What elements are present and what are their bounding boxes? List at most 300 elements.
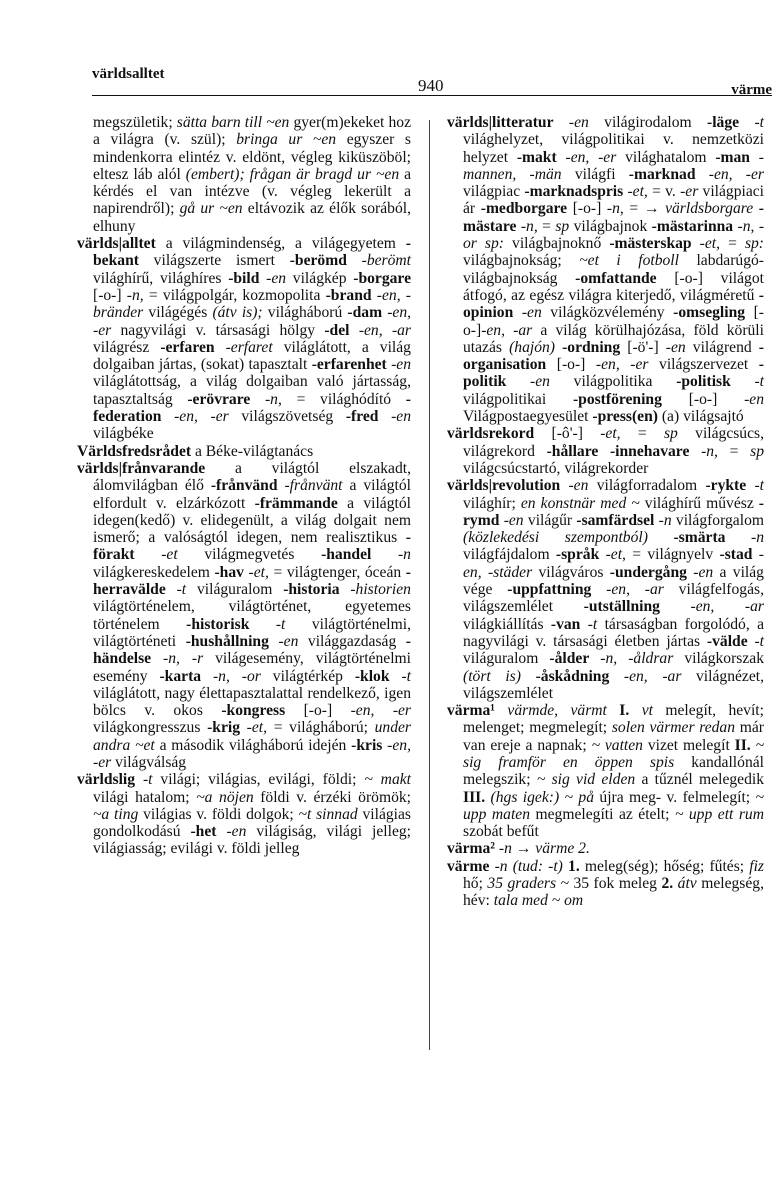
entry-text: világlátott, nagy élettapasztalattal rendelkező, igen bölcs v. okos bbox=[93, 684, 411, 720]
right-guide-word: värme bbox=[731, 82, 772, 98]
entry-headword: värma² bbox=[447, 840, 495, 858]
entry-headword: -hållare bbox=[546, 442, 599, 460]
entry-italic-text: ~ upp ett rum bbox=[674, 805, 764, 823]
entry-text: világi hatalom; bbox=[93, 788, 197, 806]
entry-headword: -handel bbox=[321, 546, 372, 564]
entry-text: világűr bbox=[523, 511, 577, 529]
entry-headword: -marknad bbox=[628, 165, 696, 183]
entry-headword: -borgare bbox=[353, 269, 411, 287]
entry-headword: -erfaren bbox=[160, 338, 215, 356]
entry-italic-text: -en, -er bbox=[93, 736, 411, 771]
entry-headword: -postförening bbox=[572, 390, 662, 408]
entry-text: világpolitikai bbox=[463, 390, 573, 408]
entry-headword: -van bbox=[550, 615, 581, 633]
entry-italic-text: (hajón) bbox=[509, 338, 555, 356]
entry-italic-text: -et, bbox=[600, 425, 621, 443]
entry-text: = világpolgár, kozmopolita bbox=[143, 286, 326, 304]
entry-italic-text: -en bbox=[503, 511, 524, 529]
entry-text: világnézet, világszemlélet bbox=[463, 667, 764, 702]
entry-text bbox=[648, 529, 674, 546]
entry-text: [-o-] bbox=[567, 200, 607, 218]
dictionary-entry bbox=[77, 771, 411, 857]
entry-italic-text: vt bbox=[641, 702, 653, 720]
entry-italic-text: -n (tud: -t) bbox=[494, 857, 563, 875]
entry-text: eltávozik az élők sorából, elhuny bbox=[93, 200, 411, 235]
entry-headword: -innehavare bbox=[609, 442, 690, 460]
entry-headword: -erövrare bbox=[187, 390, 251, 408]
entry-text: a világtól elszakadt, álomvilágban élő bbox=[93, 459, 411, 495]
entry-italic-text: solen värmer redan bbox=[611, 719, 736, 737]
entry-italic-text: sätta barn till ~en bbox=[176, 114, 290, 131]
entry-text: a világmindenség, a világegyetem bbox=[155, 235, 406, 253]
entry-italic-text: -en, -bränder bbox=[93, 286, 412, 322]
entry-text: világkorszak bbox=[673, 650, 764, 668]
entry-headword: -bild bbox=[228, 269, 260, 287]
entry-italic-text: -en bbox=[391, 356, 411, 374]
entry-text: világcsúcstartó, világrekorder bbox=[463, 459, 649, 477]
entry-headword: -bekant bbox=[93, 235, 411, 270]
entry-text bbox=[521, 668, 536, 685]
entry-text bbox=[607, 702, 619, 719]
entry-italic-text: ~a nöjen bbox=[196, 788, 254, 806]
entry-text bbox=[725, 529, 751, 546]
entry-headword: världsrekord bbox=[447, 425, 535, 443]
entry-italic-text: -n, -r bbox=[163, 650, 204, 668]
dictionary-entry bbox=[447, 114, 764, 425]
entry-headword: -federation bbox=[93, 390, 411, 426]
entry-headword: världs|revolution bbox=[447, 477, 561, 495]
entry-text: 35 fok meleg bbox=[568, 875, 662, 893]
entry-text bbox=[371, 546, 398, 563]
entry-text bbox=[161, 408, 174, 425]
entry-italic-text: -n, bbox=[126, 286, 144, 304]
entry-text: világfelfogás, világszemlélet bbox=[463, 581, 764, 616]
entry-text: világrend bbox=[685, 338, 759, 356]
entry-italic-text: -t bbox=[401, 667, 411, 685]
entry-text: melegít, hevít; melenget; megmelegít; bbox=[463, 702, 764, 737]
page-header bbox=[0, 66, 784, 96]
entry-headword: -herravälde bbox=[93, 563, 411, 599]
left-guide-word: världsalltet bbox=[92, 66, 165, 82]
left-column bbox=[77, 114, 411, 858]
entry-text: melegség, hév: bbox=[463, 875, 764, 910]
entry-text bbox=[513, 304, 522, 321]
entry-text bbox=[249, 616, 275, 633]
entry-text: világgazdaság bbox=[298, 632, 406, 650]
entry-italic-text: värme 2. bbox=[535, 840, 590, 858]
entry-text: a kérdés el van intézve (v. végleg lekerült a napirendről); bbox=[93, 165, 411, 218]
entry-italic-text: -t bbox=[176, 581, 187, 599]
entry-text bbox=[692, 235, 700, 252]
entry-headword: II. bbox=[734, 736, 751, 754]
entry-text: világválság bbox=[111, 753, 187, 771]
entry-text: = bbox=[537, 217, 556, 235]
entry-text bbox=[689, 443, 701, 460]
entry-text: egyszer s mindenkorra elintéz v. eldönt, végleg kiküszöböl; eltesz láb alól bbox=[93, 131, 412, 183]
entry-text: világszerte ismert bbox=[138, 252, 290, 270]
entry-italic-text: sp bbox=[663, 425, 678, 443]
entry-text: világfájdalom bbox=[463, 546, 556, 564]
entry-italic-text: -en, -ar bbox=[690, 598, 764, 616]
entry-text: nagyvilági v. társasági hölgy bbox=[111, 321, 325, 339]
entry-text: a világ vége bbox=[463, 563, 764, 599]
entry-text: [-o-] bbox=[285, 702, 351, 720]
entry-text bbox=[166, 581, 177, 598]
dictionary-entry bbox=[447, 425, 764, 477]
entry-italic-text: fiz bbox=[749, 857, 764, 875]
entry-italic-text: -n bbox=[498, 840, 512, 858]
entry-italic-text: -en bbox=[568, 114, 589, 131]
entry-headword: -förakt bbox=[93, 529, 411, 564]
entry-headword: -undergång bbox=[609, 563, 687, 581]
entry-text bbox=[250, 391, 265, 408]
entry-italic-text: ~ upp maten bbox=[463, 788, 764, 823]
entry-headword: -mästare bbox=[463, 200, 764, 235]
entry-text: világbéke bbox=[93, 425, 154, 443]
entry-text bbox=[557, 149, 566, 166]
entry-headword: 2. bbox=[661, 875, 674, 893]
entry-text: társaságban forgolódó, a nagyvilági v. társasági életben jártas bbox=[463, 615, 764, 650]
entry-text bbox=[390, 668, 402, 685]
entry-headword: -makt bbox=[516, 148, 557, 166]
entry-headword: -opinion bbox=[463, 286, 764, 322]
entry-text: vizet melegít bbox=[642, 736, 735, 754]
entry-text: világszervezet bbox=[648, 356, 759, 374]
entry-text bbox=[696, 166, 709, 183]
entry-italic-text: -n, bbox=[520, 217, 538, 235]
entry-headword: -omfattande bbox=[575, 269, 657, 287]
entry-text bbox=[506, 373, 530, 390]
entry-italic-text: -n, bbox=[701, 442, 718, 460]
entry-text: szobát befűt bbox=[463, 823, 539, 841]
entry-italic-text: -en, -er bbox=[708, 165, 764, 183]
entry-italic-text: 35 graders ~ bbox=[487, 875, 569, 893]
entry-italic-text: -n, bbox=[606, 200, 624, 218]
entry-text: világpolitika bbox=[549, 373, 677, 391]
entry-text: világiság, világi jelleg; világiasság; evilági v. földi jelleg bbox=[93, 823, 411, 858]
page-number: 940 bbox=[418, 76, 444, 95]
entry-headword: världs|alltet bbox=[77, 235, 156, 253]
entry-italic-text: -en, -ar bbox=[481, 321, 533, 339]
entry-text bbox=[135, 771, 143, 788]
entry-text: világváros bbox=[532, 563, 610, 581]
entry-italic-text: -t bbox=[142, 771, 153, 789]
entry-text: = v. bbox=[647, 183, 681, 201]
entry-headword: -ordning bbox=[562, 338, 621, 356]
entry-italic-text: ~ vatten bbox=[591, 736, 643, 754]
entry-headword: III. bbox=[463, 788, 486, 806]
entry-italic-text: en konstnär med ~ bbox=[520, 494, 640, 512]
entry-headword: -hushållning bbox=[185, 632, 269, 650]
entry-text: = világhódító bbox=[281, 390, 406, 408]
entry-text: világtörténelem, világtörténet, egyetemes történelem bbox=[93, 598, 411, 633]
entry-italic-text: -n, -åldrar bbox=[600, 650, 674, 668]
entry-text: világtérkép bbox=[260, 667, 355, 685]
entry-headword: världs|litteratur bbox=[447, 114, 554, 131]
entry-headword: -åskådning bbox=[535, 667, 610, 685]
entry-italic-text: ~ sig framför en öppen spis bbox=[463, 736, 764, 771]
dictionary-entry bbox=[77, 235, 411, 443]
entry-headword: -rymd bbox=[463, 494, 764, 529]
entry-italic-text: -et, bbox=[246, 719, 268, 737]
entry-text: világtörténelmi, világtörténeti bbox=[93, 615, 411, 650]
entry-text bbox=[591, 581, 606, 598]
entry-text bbox=[739, 114, 754, 131]
entry-italic-text: tala med ~ om bbox=[493, 892, 584, 910]
entry-headword: värma¹ bbox=[447, 702, 495, 720]
entry-headword: -rykte bbox=[705, 477, 747, 495]
entry-text: [-o-] bbox=[546, 356, 596, 374]
entry-italic-text: -en bbox=[744, 390, 764, 408]
entry-headword: Världsfredsrådet bbox=[77, 442, 192, 460]
entry-headword: -press(en) bbox=[592, 408, 658, 426]
entry-text: világkép bbox=[286, 269, 354, 287]
entry-headword: -berömd bbox=[289, 252, 347, 270]
entry-text: világkiállítás bbox=[463, 615, 551, 633]
entry-headword: -del bbox=[324, 321, 350, 339]
entry-text: világhelyzet, világpolitikai v. nemzetközi helyzet bbox=[463, 131, 764, 166]
entry-text: földi v. érzéki örömök; bbox=[253, 788, 412, 806]
entry-text: = világháború; bbox=[267, 719, 375, 737]
entry-text: világforradalom bbox=[588, 477, 706, 495]
entry-italic-text: -en, -er bbox=[350, 702, 412, 720]
entry-text: = bbox=[620, 425, 664, 443]
entry-italic-text: -frånvänt bbox=[284, 477, 343, 495]
entry-headword: -historia bbox=[283, 581, 340, 599]
entry-text: labdarúgó-világbajnokság bbox=[463, 252, 765, 287]
entry-text bbox=[731, 373, 755, 390]
entry-headword: -främmande bbox=[254, 494, 338, 512]
entry-italic-text: -historien bbox=[350, 581, 411, 599]
entry-text bbox=[215, 339, 226, 356]
entry-headword: -läge bbox=[707, 114, 740, 131]
entry-text: világias v. földi dolgok; bbox=[138, 805, 299, 823]
entry-italic-text: -t bbox=[587, 615, 598, 633]
entry-italic-text: sp bbox=[750, 442, 764, 460]
entry-italic-text: (hgs igek:) ~ på bbox=[490, 788, 594, 806]
entry-italic-text: ~a ting bbox=[93, 805, 139, 823]
entry-italic-text: -en bbox=[521, 304, 542, 322]
entry-text: = világnyelv bbox=[625, 546, 720, 564]
entry-italic-text: bringa ur ~en bbox=[236, 131, 337, 149]
entry-headword: värme bbox=[447, 857, 490, 875]
entry-text: = bbox=[720, 235, 745, 253]
entry-text: világbajnoknő bbox=[503, 235, 610, 253]
entry-italic-text: under andra ~et bbox=[93, 719, 412, 754]
entry-text: világháború bbox=[262, 304, 348, 322]
entry-italic-text: -et, bbox=[605, 546, 626, 564]
entry-text bbox=[201, 668, 213, 685]
entry-headword: -het bbox=[190, 823, 217, 841]
entry-headword: -brand bbox=[325, 286, 372, 304]
entry-text: világias gondolkodású bbox=[93, 805, 411, 841]
entry-text: (a) világsajtó bbox=[657, 408, 744, 426]
entry-headword: -ålder bbox=[549, 650, 590, 668]
entry-italic-text: -en bbox=[530, 373, 550, 391]
entry-headword: -dam bbox=[347, 304, 383, 322]
entry-italic-text: -en bbox=[665, 338, 686, 356]
entry-italic-text: -n bbox=[751, 529, 764, 547]
entry-text: = bbox=[717, 442, 751, 460]
entry-italic-text: -en bbox=[568, 477, 589, 495]
entry-text bbox=[580, 616, 587, 633]
entry-italic-text: -en bbox=[278, 632, 299, 650]
entry-italic-text: -n, -or sp: bbox=[463, 217, 765, 253]
entry-headword: -mästerskap bbox=[609, 235, 692, 253]
entry-italic-text: -en bbox=[266, 269, 287, 287]
entry-italic-text: -en, -er bbox=[174, 408, 229, 426]
entry-headword: -mästarinna bbox=[651, 217, 734, 235]
entry-headword: -smärta bbox=[673, 529, 726, 547]
entry-text: meleg(ség); hőség; fűtés; bbox=[579, 857, 750, 875]
entry-text: gyer(m)ekeket hoz a világra (v. szül); bbox=[93, 114, 411, 149]
entry-headword: världs|frånvarande bbox=[77, 459, 206, 477]
entry-text: a világtól idegen(kedő) v. elidegenült, a világ dolgait nem ismerő; a valóságtól idegen, nem realisztikus bbox=[93, 494, 411, 547]
entry-headword: -uppfattning bbox=[507, 581, 592, 599]
entry-text: = → bbox=[623, 200, 666, 218]
entry-headword: -politik bbox=[463, 356, 764, 391]
entry-italic-text: -berömt bbox=[361, 252, 411, 270]
entry-text bbox=[349, 322, 358, 339]
dictionary-entry bbox=[447, 858, 764, 910]
entry-text bbox=[347, 252, 362, 269]
entry-text: világlátottság, a világ dolgaiban való jártasság, tapasztaltság bbox=[93, 373, 411, 408]
entry-text bbox=[629, 702, 641, 719]
entry-text: világkereskedelem bbox=[93, 563, 215, 581]
entry-text: a világ körülhajózása, föld körüli utazás bbox=[463, 321, 764, 356]
entry-italic-text: (tört is) bbox=[463, 667, 521, 685]
entry-headword: -samfärdsel bbox=[576, 511, 655, 529]
entry-text: a tűznél melegedik bbox=[635, 771, 765, 789]
dictionary-entry bbox=[447, 840, 764, 857]
entry-text bbox=[554, 114, 569, 131]
entry-text bbox=[151, 650, 163, 667]
entry-text bbox=[216, 823, 226, 840]
entry-italic-text: -mannen, -män bbox=[463, 148, 764, 183]
entry-text bbox=[240, 719, 247, 736]
entry-italic-text: -en bbox=[226, 823, 247, 841]
entry-italic-text: -en, -ar bbox=[358, 321, 411, 339]
entry-headword: -frånvänd bbox=[210, 477, 278, 495]
entry-text: Világpostaegyesület bbox=[463, 408, 593, 426]
entry-text: kandallónál melegszik; bbox=[463, 753, 764, 789]
entry-italic-text: -erfaret bbox=[225, 338, 273, 356]
header-rule bbox=[92, 95, 772, 96]
right-column bbox=[447, 114, 764, 910]
entry-text: megmelegíti az ételt; bbox=[530, 805, 675, 823]
entry-text: világbajnokság; bbox=[463, 252, 580, 270]
entry-text: világközvélemény bbox=[541, 304, 674, 322]
entry-headword: -medborgare bbox=[480, 200, 568, 218]
entry-text: világbajnok bbox=[569, 217, 652, 235]
entry-italic-text: sp: bbox=[744, 235, 764, 253]
entry-italic-text: -t bbox=[754, 114, 764, 131]
entry-italic-text: -t bbox=[754, 477, 764, 495]
entry-text: hő; bbox=[463, 875, 488, 893]
entry-text: világmegvetés bbox=[177, 546, 322, 564]
entry-italic-text: -en bbox=[693, 563, 714, 581]
entry-italic-text: -t bbox=[275, 615, 286, 633]
entry-italic-text: ~ sig vid elden bbox=[536, 771, 636, 789]
entry-text: már van ereje a napnak; bbox=[463, 719, 764, 754]
column-divider bbox=[429, 120, 430, 1050]
entry-text: újra meg- v. felmelegít; bbox=[594, 788, 756, 806]
entry-italic-text: átv bbox=[677, 875, 697, 893]
entry-italic-text: -et, bbox=[627, 183, 648, 201]
entry-text: világi; világias, evilági, földi; bbox=[152, 771, 365, 789]
entry-italic-text: ~t sinnad bbox=[298, 805, 358, 823]
entry-text: világpiaci ár bbox=[463, 183, 765, 218]
entry-headword: världslig bbox=[77, 771, 136, 789]
entry-italic-text: -n, -or bbox=[212, 667, 261, 685]
entry-text: világcsúcs, világrekord bbox=[463, 425, 764, 460]
entry-text: világfi bbox=[561, 165, 629, 183]
entry-headword: -kongress bbox=[221, 702, 286, 720]
entry-italic-text: -n, bbox=[264, 390, 282, 408]
entry-headword: -utställning bbox=[583, 598, 660, 616]
entry-text: világirodalom bbox=[588, 114, 708, 131]
entry-text: világpiac bbox=[463, 183, 525, 201]
entry-text: [-o-] bbox=[463, 304, 764, 339]
entry-headword: -man bbox=[715, 148, 750, 166]
entry-text: → bbox=[511, 840, 536, 858]
entry-text bbox=[609, 668, 624, 685]
entry-text bbox=[135, 546, 162, 563]
entry-text: világlátott, a világ dolgaiban jártas, (sokat) tapasztalt bbox=[93, 338, 411, 374]
dictionary-entry bbox=[77, 114, 411, 235]
entry-italic-text: gå ur ~en bbox=[179, 200, 243, 218]
dictionary-entry bbox=[447, 477, 764, 702]
entry-text: a második világháború idején bbox=[154, 736, 352, 754]
entry-headword: -fred bbox=[345, 408, 379, 426]
entry-text: világhírű művész bbox=[639, 494, 759, 512]
entry-text: világszövetség bbox=[228, 408, 346, 426]
dictionary-entry bbox=[77, 460, 411, 771]
entry-italic-text: (embert); frågan är bragd ur ~en bbox=[185, 165, 400, 183]
entry-italic-text: (átv is); bbox=[212, 304, 263, 322]
entry-headword: -händelse bbox=[93, 632, 411, 668]
entry-headword: 1. bbox=[568, 857, 580, 875]
entry-text: megszületik; bbox=[93, 114, 177, 131]
entry-headword: -kris bbox=[351, 736, 383, 754]
entry-text: [-o-] bbox=[93, 286, 127, 304]
entry-text bbox=[750, 149, 759, 166]
entry-text: világrész bbox=[93, 338, 161, 356]
dictionary-entry bbox=[447, 702, 764, 840]
entry-italic-text: -n bbox=[397, 546, 411, 564]
entry-text: [-o-] bbox=[661, 390, 745, 408]
entry-text: világhír; bbox=[463, 494, 521, 512]
entry-italic-text: ~et i fotboll bbox=[579, 252, 679, 270]
entry-headword: -politisk bbox=[676, 373, 731, 391]
entry-italic-text: -t bbox=[754, 373, 765, 391]
entry-headword: -stad bbox=[719, 546, 753, 564]
entry-text: = világtenger, óceán bbox=[268, 563, 406, 581]
entry-italic-text: -et, bbox=[248, 563, 269, 581]
entry-text: [-o-] világot átfogó, az egész világra kiterjedő, világméretű bbox=[463, 269, 764, 304]
entry-italic-text: -en, -er bbox=[93, 304, 412, 339]
entry-text bbox=[378, 408, 391, 425]
entry-text: világuralom bbox=[186, 581, 284, 599]
entry-text bbox=[495, 702, 507, 719]
entry-text: világhírű, világhíres bbox=[93, 269, 229, 287]
entry-headword: -omsegling bbox=[673, 304, 746, 322]
entry-text: világkongresszus bbox=[93, 719, 208, 737]
dictionary-entry bbox=[77, 443, 411, 460]
entry-headword: -välde bbox=[706, 632, 748, 650]
entry-headword: -karta bbox=[159, 667, 202, 685]
entry-italic-text: -en, -ar bbox=[623, 667, 682, 685]
